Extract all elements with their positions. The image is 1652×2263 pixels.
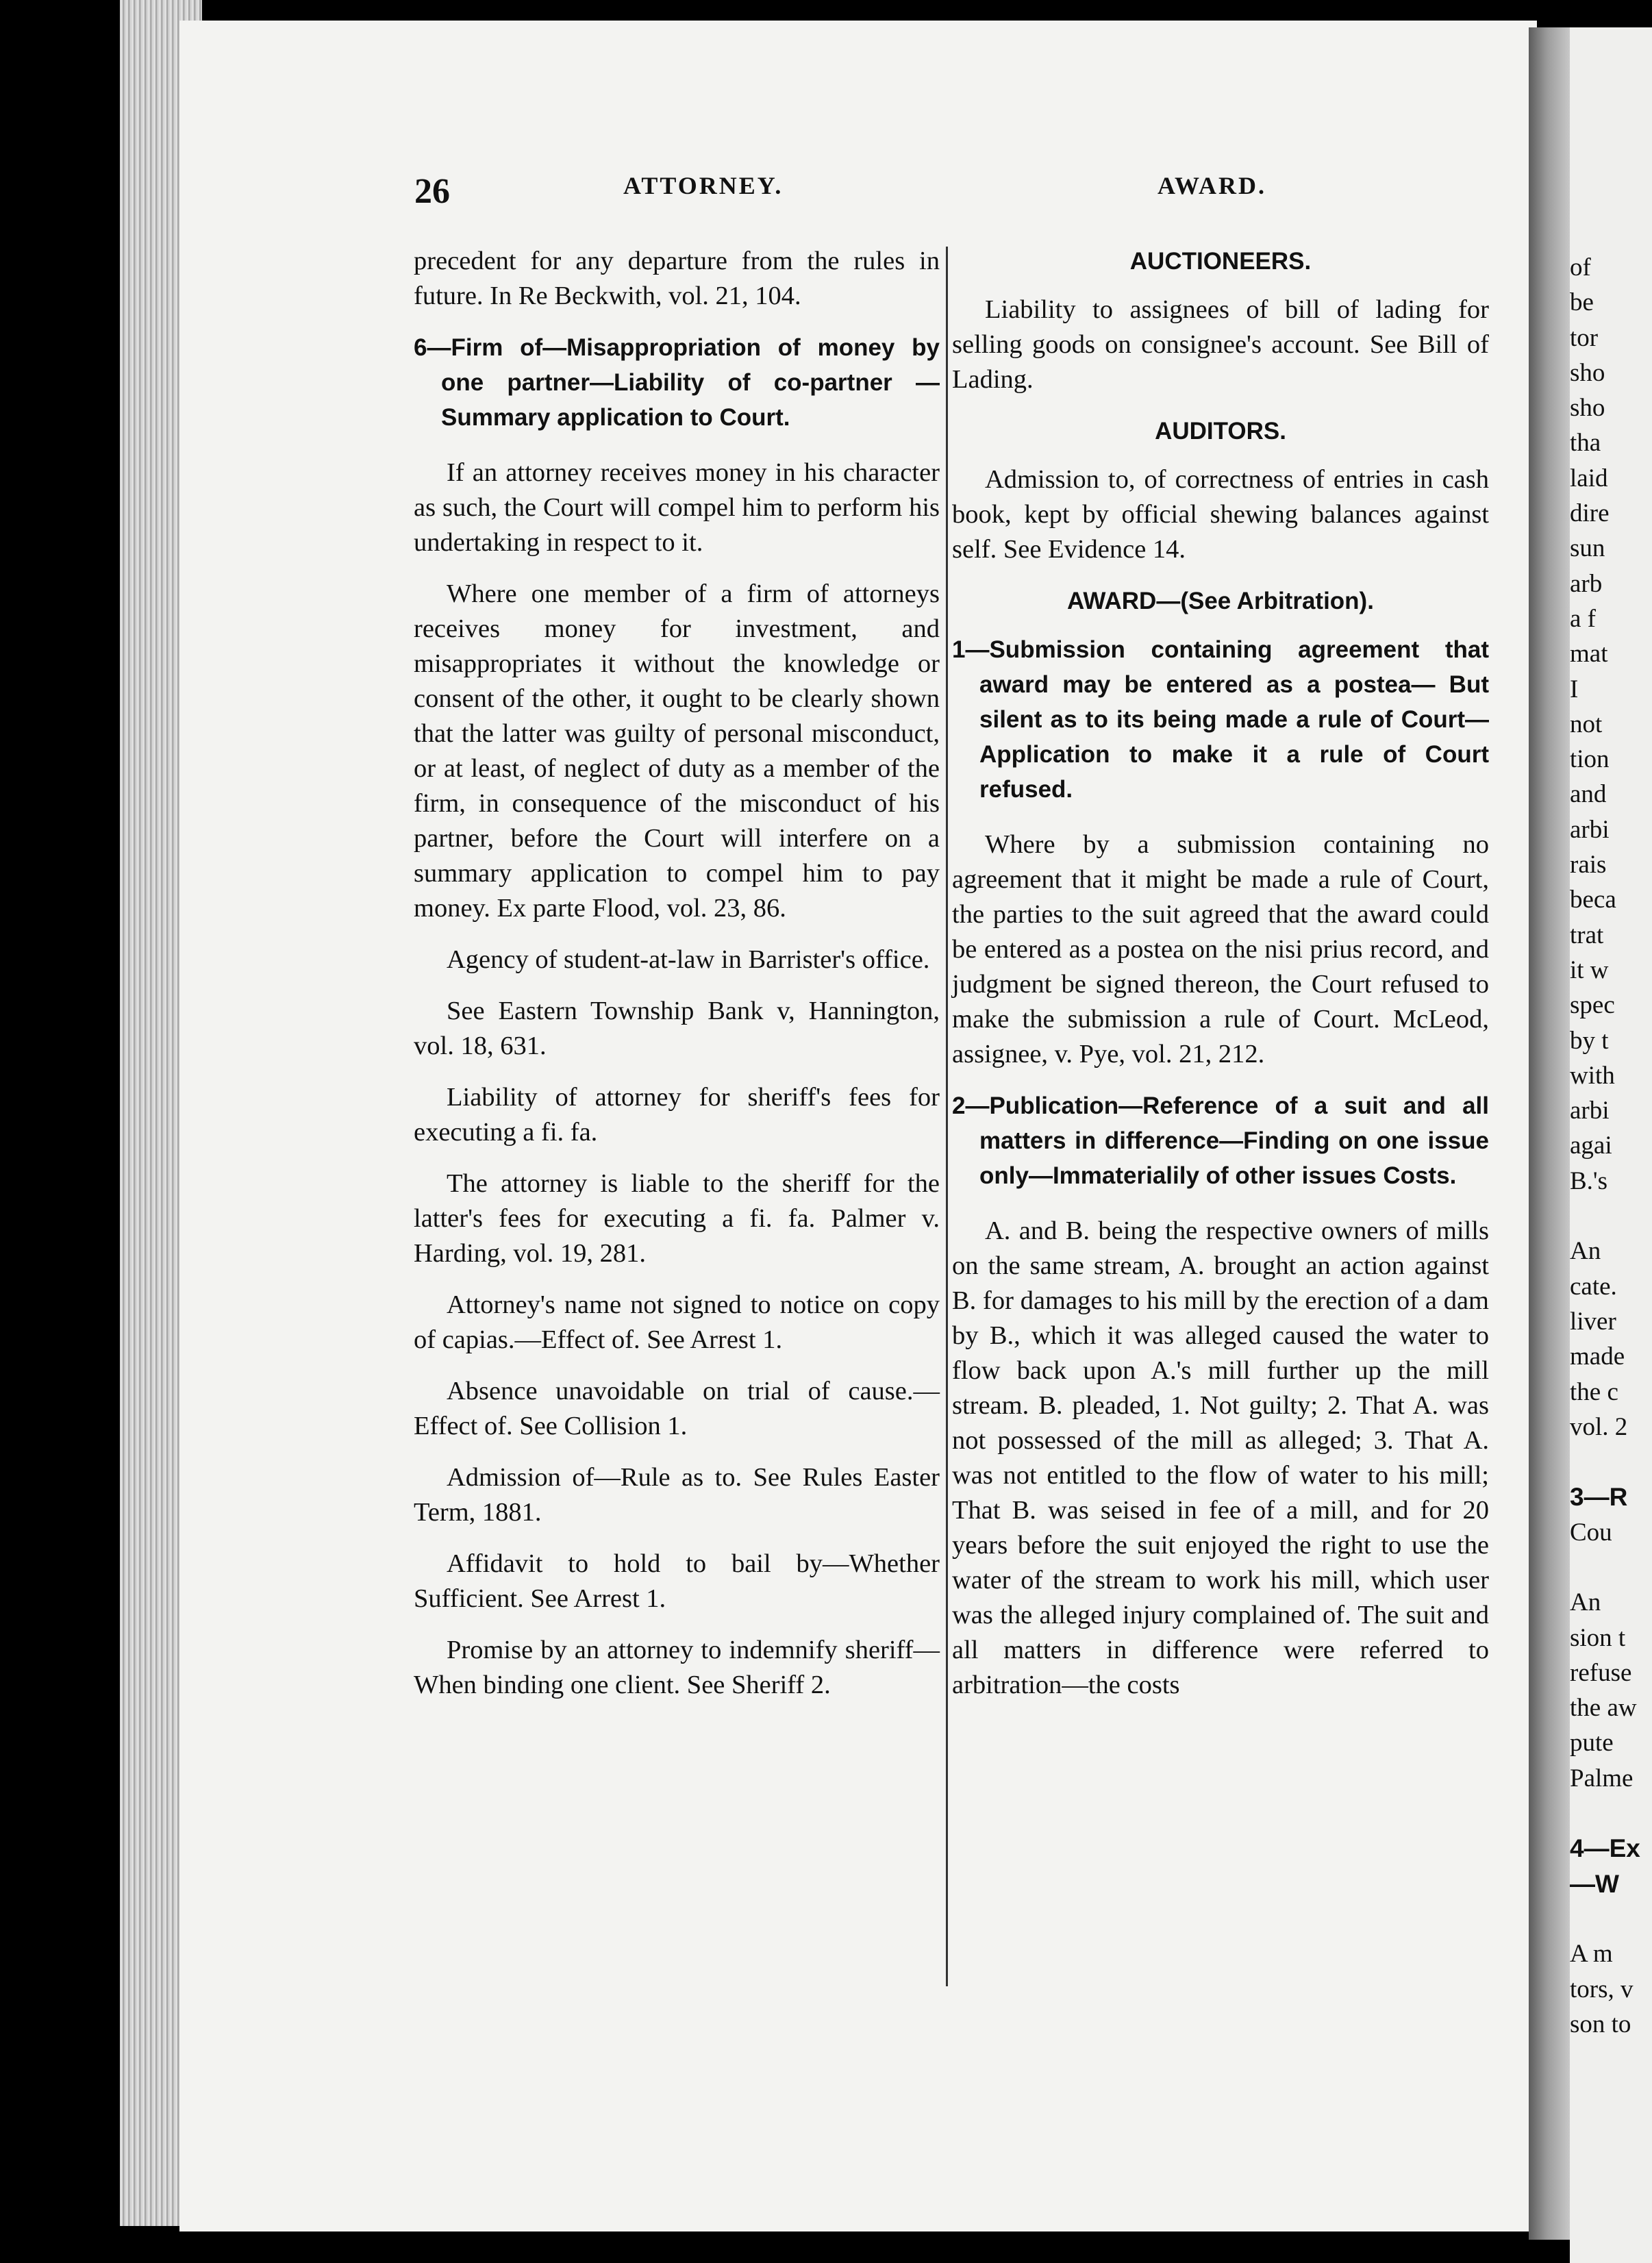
fragment-line: not (1570, 710, 1603, 738)
paragraph: If an attorney receives money in his character as such, the Court will compel him to perform his undertaking in respect to it. (414, 458, 940, 557)
paragraph: Attorney's name not signed to notice on copy of capias.—Effect of. See Arrest 1. (414, 1290, 940, 1354)
fragment-line: tor (1570, 323, 1599, 352)
fragment-line: son to (1570, 2010, 1631, 2038)
fragment-line: by t (1570, 1026, 1609, 1055)
fragment-line: Palme (1570, 1764, 1634, 1792)
fragment-line: Cou (1570, 1518, 1612, 1547)
fragment-line: vol. 2 (1570, 1412, 1628, 1441)
fragment-line: of (1570, 253, 1591, 282)
column-divider (946, 247, 948, 1986)
fragment-line: I (1570, 675, 1579, 703)
paragraph: Affidavit to hold to bail by—Whether Sufficient. See Arrest 1. (414, 1549, 940, 1613)
fragment-line: sun (1570, 534, 1605, 563)
fragment-line: An (1570, 1237, 1601, 1266)
fragment-line: dire (1570, 499, 1610, 528)
paragraph: Absence unavoidable on trial of cause.—Effect of. See Collision 1. (414, 1377, 940, 1440)
fragment-line: it w (1570, 955, 1609, 984)
paragraph: See Eastern Township Bank v, Hannington, vol. 18, 631. (414, 997, 940, 1060)
fragment-line: with (1570, 1061, 1615, 1090)
fragment-line: tha (1570, 429, 1601, 458)
running-header-left: ATTORNEY. (623, 172, 784, 199)
fragment-line: spec (1570, 991, 1615, 1020)
fragment-line: sion t (1570, 1623, 1626, 1652)
paragraph: A. and B. being the respective owners of mills on the same stream, A. brought an action against B. for damages to his mill by the erection of a dam by B., which it was alleged caused the water to flow back upon A.'s mill further up the mill stream. B. pleaded, 1. Not guilty; 2. That A. was not possessed of the mill as alleged; 3. That A. was not entitled to the flow of water to his mill; That B. was seised in fee of a mill, and for 20 years before the suit enjoyed the right to use the water of the stream to work his mill, which user was the alleged injury complained of. The suit and all matters in difference were referred to arbitration—the costs (952, 1216, 1489, 1699)
case-heading: 1—Submission containing agreement that award may be entered as a postea— But silent as to its being made a rule of Court—Application to make it a rule of Court refused. (952, 636, 1489, 803)
case-heading: 2—Publication—Reference of a suit and all matters in difference—Finding on one issue only—Immaterialily of other issues Costs. (952, 1092, 1489, 1189)
book-gutter (1529, 27, 1570, 2240)
fragment-line (1570, 1550, 1640, 1585)
fragment-line (1570, 1199, 1640, 1234)
paragraph: Liability to assignees of bill of lading for selling goods on consignee's account. See Bill of Lading. (952, 295, 1489, 394)
running-header-right: AWARD. (1157, 172, 1267, 199)
paragraph: Agency of student-at-law in Barrister's office. (447, 945, 930, 974)
paragraph: Admission to, of correctness of entries in cash book, kept by official shewing balances against self. See Evidence 14. (952, 465, 1489, 564)
paragraph: The attorney is liable to the sheriff for the latter's fees for executing a fi. fa. Palmer v. Harding, vol. 19, 281. (414, 1169, 940, 1268)
fragment-line: made (1570, 1342, 1625, 1371)
right-column (952, 244, 1489, 1719)
fragment-line (1570, 1796, 1640, 1831)
fragment-line (1570, 1901, 1640, 1936)
fragment-line: rais (1570, 851, 1607, 879)
fragment-line: tors, v (1570, 1975, 1634, 2003)
paragraph: Admission of—Rule as to. See Rules Easter Term, 1881. (414, 1463, 940, 1527)
fragment-line: and (1570, 780, 1607, 809)
fragment-line (1570, 1445, 1640, 1479)
fragment-line: laid (1570, 464, 1608, 492)
fragment-line: pute (1570, 1729, 1614, 1758)
fragment-line: refuse (1570, 1658, 1632, 1687)
fragment-line: 3—R (1570, 1483, 1628, 1512)
fragment-line: beca (1570, 886, 1616, 914)
section-heading: AUDITORS. (1155, 418, 1286, 445)
paragraph: Where by a submission containing no agreement that it might be made a rule of Court, the parties to the suit agreed that the award could be entered as a postea on the nisi prius record, and judgment be signed thereon, the Court refused to make the submission a rule of Court. McLeod, assignee, v. Pye, vol. 21, 212. (952, 830, 1489, 1068)
paragraph: Liability of attorney for sheriff's fees for executing a fi. fa. (414, 1083, 940, 1147)
fragment-line: trat (1570, 921, 1604, 949)
fragment-line: liver (1570, 1307, 1616, 1336)
fragment-line: sho (1570, 358, 1605, 387)
fragment-line: arbi (1570, 815, 1610, 844)
section-heading: AWARD—(See Arbitration). (1067, 588, 1374, 614)
fragment-line: arb (1570, 569, 1603, 598)
fragment-line: An (1570, 1588, 1601, 1617)
fragment-line: agai (1570, 1132, 1612, 1160)
fragment-line: tion (1570, 745, 1610, 774)
paragraph: Where one member of a firm of attorneys receives money for investment, and misappropriates it without the knowledge or consent of the other, it ought to be clearly shown that the latter was guilty of personal misconduct, or at least, of neglect of duty as a member of the firm, in consequence of the misconduct of his partner, before the Court will interfere on a summary application to compel him to pay money. Ex parte Flood, vol. 23, 86. (414, 579, 940, 923)
fragment-line: 4—Ex (1570, 1834, 1640, 1863)
fragment-line: —W (1570, 1869, 1619, 1898)
section-heading: AUCTIONEERS. (1129, 248, 1312, 275)
fragment-line: B.'s (1570, 1166, 1607, 1195)
paragraph: Promise by an attorney to indemnify sheriff—When binding one client. See Sheriff 2. (414, 1636, 940, 1699)
fragment-line: sho (1570, 394, 1605, 423)
left-column (414, 244, 940, 1719)
case-heading: 6—Firm of—Misappropriation of money by one partner—Liability of co-partner —Summary application to Court. (414, 334, 940, 431)
fragment-line: arbi (1570, 1097, 1610, 1125)
page-number: 26 (414, 172, 450, 211)
paragraph: precedent for any departure from the rules in future. In Re Beckwith, vol. 21, 104. (414, 247, 940, 310)
fragment-line: mat (1570, 640, 1608, 668)
fragment-line: cate. (1570, 1272, 1617, 1301)
fragment-line: A m (1570, 1940, 1613, 1968)
fragment-line: be (1570, 288, 1594, 317)
next-page-fragment (1570, 250, 1640, 2042)
fragment-line: a f (1570, 604, 1596, 633)
fragment-line: the c (1570, 1377, 1618, 1406)
fragment-line: the aw (1570, 1694, 1637, 1723)
